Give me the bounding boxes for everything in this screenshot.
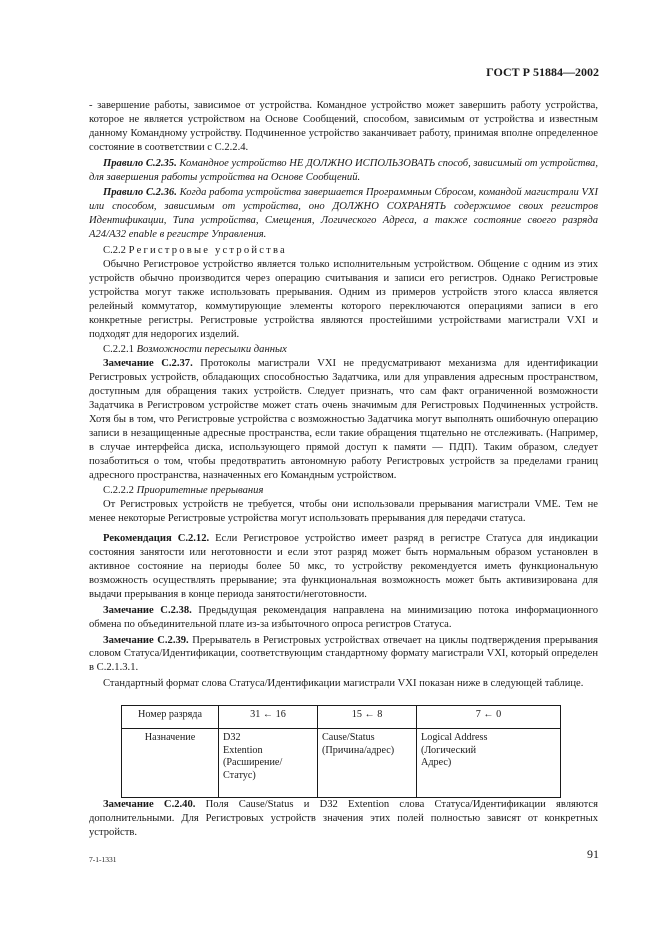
section-heading	[89, 343, 598, 357]
table-header-cell: Номер разряда	[122, 706, 219, 729]
rule-label: Правило С.2.35.	[103, 157, 177, 169]
document-standard-header: ГОСТ Р 51884—2002	[486, 65, 599, 79]
table-header-row	[122, 706, 561, 729]
section-number: С.2.2	[103, 245, 126, 257]
note-label: Замечание С.2.38.	[103, 604, 192, 616]
section-number: С.2.2.1	[103, 344, 134, 356]
recommendation-paragraph	[89, 532, 598, 602]
table-row	[122, 729, 561, 798]
note-label: Замечание С.2.39.	[103, 634, 189, 646]
paragraph-text: От Регистровых устройств не требуется, чтобы они использовали прерывания магистрали VME. Тем не менее некоторые Регистровые устройства могут использовать прерывания для передачи статуса.	[89, 499, 598, 525]
table-cell: Logical Address (Логический Адрес)	[417, 729, 561, 798]
note-paragraph	[89, 604, 598, 632]
table-cell: D32 Extention (Расширение/ Статус)	[219, 729, 318, 798]
rule-paragraph	[89, 186, 598, 242]
paragraph	[89, 677, 598, 691]
rule-text: Командное устройство НЕ ДОЛЖНО ИСПОЛЬЗОВАТЬ способ, зависимый от устройства, для завершения работы устройства на Основе Сообщений.	[89, 157, 598, 183]
paragraph	[89, 99, 598, 155]
section-number: С.2.2.2	[103, 485, 134, 497]
paragraph-text: Стандартный формат слова Статуса/Идентификации магистрали VXI показан ниже в следующей таблице.	[103, 678, 584, 690]
note-label: Замечание С.2.40.	[103, 799, 196, 811]
table-header-cell: 15 ← 8	[318, 706, 417, 729]
table-header-cell: 31 ← 16	[219, 706, 318, 729]
rule-text: Когда работа устройства завершается Программным Сбросом, командой магистрали VXI или способом, зависимым от устройства, оно ДОЛЖНО СОХРАНЯТЬ содержимое своих регистров Идентификации, Типа устройства, Смещения, Логического Адреса, а также состояние своего разряда A24/A32 enable в регистре Управления.	[89, 187, 598, 241]
page-body	[89, 99, 598, 842]
status-id-format-table-wrapper	[121, 705, 598, 798]
recommendation-text: Если Регистровое устройство имеет разряд в регистре Статуса для индикации состояния занятости или неготовности и если этот разряд может быть нормальным образом установлен в активное состояние на периоды более 50 мкс, то устройству рекомендуется иметь функциональную возможность осуществлять прерывание; эта функциональная возможность может быть активизирована для выдачи прерывания в конце периода занятости/неготовности.	[89, 533, 598, 600]
note-text: Поля Cause/Status и D32 Extention слова Статуса/Идентификации являются дополнительными. Для Регистровых устройств значения этих полей полностью зависят от конкретных устройств.	[89, 799, 598, 838]
print-code: 7-1-1331	[89, 855, 117, 864]
rule-label: Правило С.2.36.	[103, 187, 177, 199]
section-title: Регистровые устройства	[128, 245, 287, 257]
note-text: Предыдущая рекомендация направлена на минимизацию потока информационного обмена по объединительной плате из-за избыточного опроса регистров Статуса.	[89, 604, 598, 630]
paragraph-text: Обычно Регистровое устройство является только исполнительным устройством. Общение с одним из этих устройств обычно производится через операцию считывания и записи его регистров. Однако Регистровые устройства могут также использовать прерывания. Одним из примеров устройств этого класса является релейный коммутатор, коммутирующие элементы которого переключаются операциями записи в его конкретные регистры. Регистровые устройства являются простейшими устройствами магистрали VXI и подходят для недорогих изделий.	[89, 258, 598, 340]
page-number: 91	[587, 847, 599, 861]
note-paragraph	[89, 357, 598, 482]
note-paragraph	[89, 798, 598, 840]
table-cell: Назначение	[122, 729, 219, 798]
note-paragraph	[89, 634, 598, 676]
section-heading	[89, 244, 598, 258]
table-header-cell: 7 ← 0	[417, 706, 561, 729]
paragraph	[89, 498, 598, 526]
status-id-format-table	[121, 705, 561, 798]
table-cell: Cause/Status (Причина/адрес)	[318, 729, 417, 798]
recommendation-label: Рекомендация С.2.12.	[103, 533, 210, 545]
rule-paragraph	[89, 157, 598, 185]
note-label: Замечание С.2.37.	[103, 358, 193, 370]
section-title: Приоритетные прерывания	[136, 485, 264, 497]
note-text: Протоколы магистрали VXI не предусматривают механизма для идентификации Регистровых устройств, обладающих способностью Задатчика, или для управления адресным пространством, доступным для обращения таких устройств. Следует признать, что сам факт ограниченной возможности Задатчика в Регистровом устройстве может стать очень значимым для Регистровых Подчиненных устройств. Хотя бы в том, что Регистровые устройства с возможностью Задатчика могут выполнять ошибочную операцию записи в незащищенные адресные пространства, если такие обращения тщательно не отслеживать. (Например, в случае интерфейса диска, использующего прямой доступ к памяти — ПДП). Таким образом, следует позаботиться о том, чтобы предотвратить автономную работу Регистровых устройств за пределами границ адресного пространства, назначенных его Командным устройством.	[89, 358, 598, 481]
note-text: Прерыватель в Регистровых устройствах отвечает на циклы подтверждения прерывания словом Статуса/Идентификации, соответствующим стандартному формату магистрали VXI, который определен в С.2.1.3.1.	[89, 634, 599, 674]
section-heading	[89, 484, 598, 498]
section-title: Возможности пересылки данных	[136, 344, 287, 356]
paragraph-text: - завершение работы, зависимое от устройства. Командное устройство может завершить работу устройства, которое не является устройством на Основе Сообщений, способом, зависимым от устройства и известным данному Командному устройству. Подчиненное устройство заканчивает работу, принимая вполне определенное состояние в соответствии с С.2.2.4.	[89, 100, 598, 153]
paragraph	[89, 258, 598, 341]
